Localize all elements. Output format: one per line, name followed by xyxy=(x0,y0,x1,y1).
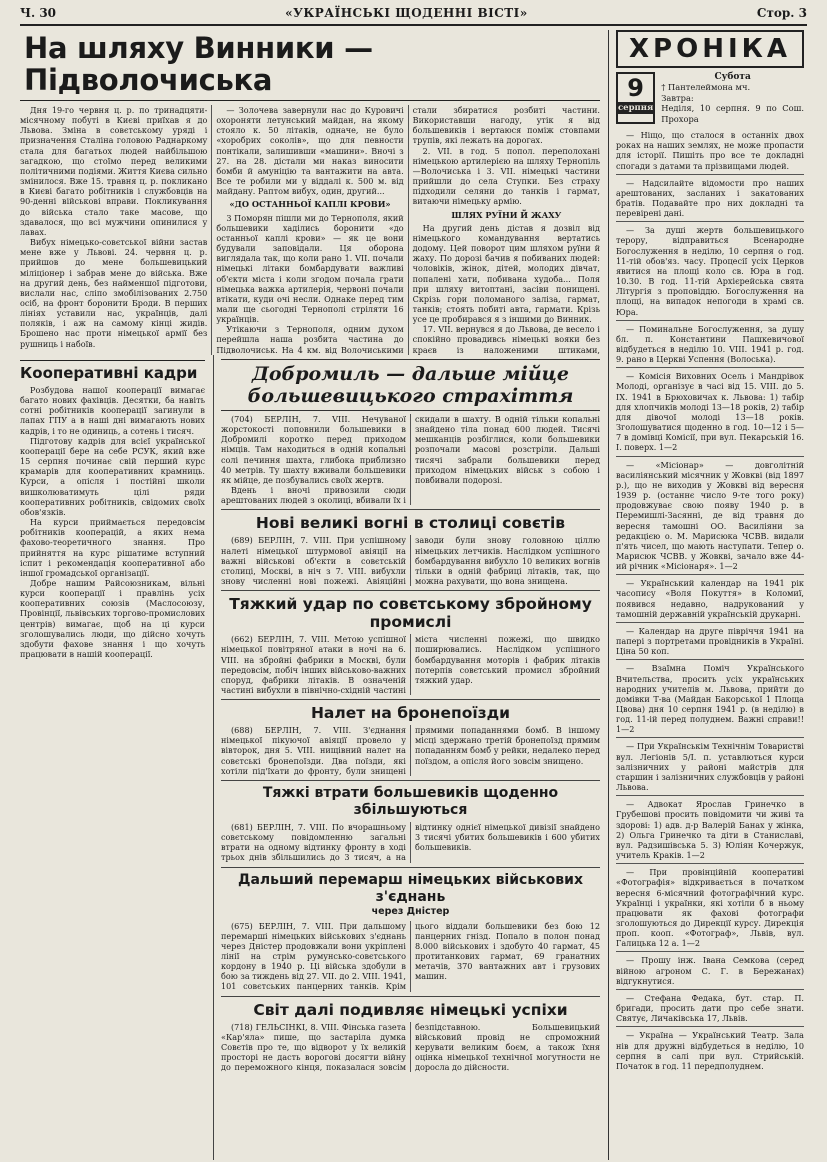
dobromyl-paragraph: Вдень і вночі привозили сюди арештованих людей з околиці, вбивали їх і скидали в шахту. В одній тільки копальні знайдено тіла понад 600 людей. Тисячі мешканців розбіглися, коли большевики розпочали масові розстріли. Дальші тисячі забрали большевики перед приходом німецьких військ з собою і повбивали подорозі. xyxy=(221,414,600,506)
page-grid xyxy=(20,30,807,1160)
chronicle-item xyxy=(616,799,804,860)
koop-paragraph: Добре нашим Райсоюзникам, вільні курси кооперації і правлінь усіх кооперативних союзів (Маслосоюзу, Провінції, львівських торгово-промислових центрів) вимагає, щоб на ці курси зголошувались люди, що дійсно хочуть здобути фахове знання і що хочуть працювати в нашій кооперації. xyxy=(20,577,205,660)
chronicle-item-text: — Україна — Український Театр. Зала нів для дружні відбудеться в неділю, 10 серпня в салі при вул. Стрийській. Початок в год. 11 передполуднем. xyxy=(616,1030,804,1071)
svit-title: Світ далі подивляє німецькі успіхи xyxy=(253,1000,568,1019)
saint-day: † Пантелеймона мч. xyxy=(661,82,751,93)
separator xyxy=(221,699,600,700)
separator xyxy=(616,863,804,864)
chronicle-item xyxy=(616,741,804,792)
koop-column xyxy=(20,355,205,1160)
separator xyxy=(221,996,600,997)
chronicle-item-text: — Прошу інж. Івана Семкова (серед війною агроном С. Г. в Бережанах) відгукнутися. xyxy=(616,955,804,986)
koop-paragraph: Розбудова нашої кооперації вимагає багато нових фахівців. Десятки, ба навіть сотні робітників кооперації загинули в лапах ГПУ а в наші дні вимагають нових кадрів, і то не одиниць, а сотень і тисяч. xyxy=(20,385,205,436)
chronicle-item xyxy=(616,867,804,948)
chronicle-item-text: — Взаїмна Поміч Українського Вчительства, просить усіх українських народних учителів м. Львова, прийти до домівки Т-ва (Майдан Бакорської 1 Площа Цвова) дня 10 серпня 1941 р. (в неділю) в год. 11-ій перед полуднем. Важні справи!! 1—2 xyxy=(616,663,804,735)
vynnyky-title: На шляху Винники — Підволочиська xyxy=(20,30,600,101)
vohni-paragraph: (689) БЕРЛІН, 7. VIII. При успішному налеті німецької штурмової авіяції на важні військові об'єкти в совєтській столиці, Москві, в ніч з 7. VIII. вибухли знову численні нові пожежі. Авіяційні заводи були знову головною ціллю німецьких летчиків. Наслідком успішного бомбардування вибухло 10 великих вогнів тільки в одній фабриці літаків, так, що можна рахувати, що вона знищена. xyxy=(221,535,600,587)
svit-article xyxy=(221,1022,600,1073)
tyazhkyi-article xyxy=(221,634,600,695)
nalet-article xyxy=(221,725,600,776)
peremarsh-article xyxy=(221,921,600,992)
vynnyky-paragraph: Вибух німецько-совєтської війни застав мене вже у Львові. 24. червня ц. р. прийшов до мене большевицький міліціонер і забрав мене до війська. Вже на другий день, без найменшої підготови, вислали нас, сліпо змобілізованих 2.750 осіб, на фронт боронити Броди. В перших лініях уставили нас, українців, далі поляків, і аж на самому кінці жидів. Брошено нас проти німецької армії без рушниць і набоїв. xyxy=(20,237,208,349)
peremarsh-title: Дальший перемарш німецьких військових з'єднань xyxy=(237,871,584,905)
lower-area xyxy=(20,355,600,1160)
chronicle-item xyxy=(616,225,804,316)
separator xyxy=(616,989,804,990)
vynnyky-paragraph: — Золочева завернули нас до Куровичі охороняти летунський майдан, на якому стояло к. 50 літаків, одначе, не було «хоробрих соколів», що для певности понтікали, залишивши «машини». Вночі з 27. на 28. дістали ми наказ виносити бомби й амуніцію та вантажити на авта. Все те робили ми у віддалі к. 500 м. від майдану. Раптом вибух, один, другий... xyxy=(216,105,404,197)
page-number-right: Стор. 3 xyxy=(756,6,807,20)
vynnyky-paragraph: 3 Поморян пішли ми до Тернополя, який большевики хаділись боронити «до останньої каплі крови» — як це вони будували заповідали. Ця оборона виглядала так, що коли рано 1. VII. почали німецькі літаки бомбардувати важливі об'єкти міста і коли згодом почала грати німецька важка артилерія, червоні почали втікати, куди очі несли. Однаке перед тим мали ще сьогодні Тернополі стріляти 16 українців. xyxy=(216,212,404,325)
dobromyl-paragraph: (704) БЕРЛІН, 7. VIII. Нечуваної жорстокості поповнили большевики в Добромилі коротко перед приходом німців. Там находиться в одній копальні солі печиння шахта, глибока приблизно 40 метрів. Ту шахту вживали большевики як мійце, де позбувались своїх жертв. xyxy=(221,414,406,485)
vtraty-article xyxy=(221,822,600,863)
separator xyxy=(221,780,600,781)
koop-title: Кооперативні кадри xyxy=(20,360,205,382)
dobromyl-article xyxy=(221,414,600,505)
peremarsh-paragraph: (675) БЕРЛІН, 7. VIII. При дальшому перемарші німецьких військових з'єднань через Дністер продовжали вони укріплені лінії на стрім румунсько-совєтського кордону в 1940 р. Ці війська здобули в бою за тиждень від 27. VII. до 2. VIII. 1941, 101 совєтських панцерних танків. Крім цього віддали большевики без бою 12 панцерних гнізд. Попало в полон понад 8.000 військових і здобуто 40 гармат, 45 протитанкових гармат, 69 гранатних метачів, 370 вантажних авт і грузових машин. xyxy=(221,920,600,992)
vynnyky-paragraph: Дня 19-го червня ц. р. по тринадцяти-місячному побуті в Києві приїхав я до Львова. Зміна в совєтському уряді і призначення Сталіна головою Раднаркому стала для багатьох людей найбільшою загадкою, що стоїмо перед великими політичними подіями. Життя Києва сильно змінилося. Вже 15. травня ц. р. покликано в Києві багато робітників і службовців на 90-денні військові вправи. Покликування до війська стало таке масове, що здавалося, що всі мужчини опинилися у лавах. xyxy=(20,105,208,237)
chronicle-item xyxy=(616,578,804,619)
vynnyky-paragraph: 17. VII. вернувся я до Львова, де весело і спокійно провадивсь німецькі вояки без краєв із наложеними штиками, xyxy=(412,324,600,355)
chronicle-item-text: — Надсилайте відомости про наших арештованих, засланих і закатованих братів. Подавайте про них докладні та перевірені дані. xyxy=(616,177,804,219)
koop-paragraph: На курси приймається передовсім робітників кооперацій, а яких нема фахово-теоретичного знання. Про прийняття на курс рішатиме вступний іспит і рекомендація кооперативної або іншої громадської організації. xyxy=(20,517,205,578)
news-columns xyxy=(213,355,600,1160)
separator xyxy=(616,174,804,175)
vynnyky-subhead: ШЛЯХ РУЇНИ Й ЖАХУ xyxy=(451,209,562,220)
separator xyxy=(221,867,600,868)
vynnyky-article xyxy=(20,105,600,355)
chronicle-item xyxy=(616,626,804,656)
date-box xyxy=(616,72,804,124)
page-number-left: Ч. 30 xyxy=(20,6,57,20)
chronicle-item xyxy=(616,178,804,219)
chronicle-item xyxy=(616,371,804,452)
separator xyxy=(616,951,804,952)
tomorrow-text: Неділя, 10 серпня. 9 по Сош. Прохора xyxy=(661,103,804,124)
tyazhkyi-paragraph: (662) БЕРЛІН, 7. VIII. Метою успішної німецької повітряної атаки в ночі на 6. VIII. на збройні фабрики в Москві, були передовсім, побіч інших військово-важних споруд, фабрики літаків. В означеній частині вибухли в північно-східній частині міста численні пожежі, що швидко поширювались. Наслідком успішного бомбардування моторів і фабрик літаків потерпів совєтський промисл збройний тяжкий удар. xyxy=(221,634,600,695)
separator xyxy=(616,622,804,623)
chronicle-item xyxy=(616,130,804,171)
chronicle-item-text: — Ніщо, що сталося в останніх двох роках на наших землях, не може пропасти для історії. Пишіть про все те докладні спогади з датами та прізвищами людей. xyxy=(616,130,804,171)
chronicle-item xyxy=(616,955,804,985)
vynnyky-subhead: «ДО ОСТАННЬОЇ КАПЛІ КРОВИ» xyxy=(229,199,391,210)
day-name: Субота xyxy=(714,72,751,82)
page-header xyxy=(20,6,807,26)
vynnyky-paragraph: 2. VII. в год. 5 попол. переполохані німецькою артилерією на шляху Тернопіль—Волочиська і 3. VII. німецькі частини прийшли до села Ступки. Без страху підходили селяни до танків і гармат, витаючи німецьку армію. xyxy=(412,145,600,207)
tyazhkyi-title: Тяжкий удар по совєтському збройному промислі xyxy=(229,595,592,632)
separator xyxy=(616,221,804,222)
separator xyxy=(616,659,804,660)
separator xyxy=(616,367,804,368)
chronicle-item xyxy=(616,324,804,365)
chronicle-item-text: — «Місіонар» — довголітній василіянський місячник у Жовкві (від 1897 р.), що не виходив у Жовкві від вересня 1939 р. (останнє число 9-те того року) продовжуває свою появу 1940 р. в Перемишлі-Засянні, де від травня до вересня тамошні ОО. Василіяни за редакцією о. М. Марисюка ЧСВВ. видали п'ять чисел, що мають наступати. Тепер о. Марисюк ЧСВВ. у Жовкві, зачало вже 44-ий річник «Місіонаря». 1—2 xyxy=(616,459,804,572)
koop-paragraph: Підготову кадрів для всієї української кооперації бере на себе РСУК, який вже 15 серпня починає свій перший курс крамарів для кооперативних крамниць. Курси, а опісля і постійні школи вишколюватимуть цілі ряди кооперативних робітників, свідомих своїх обов'язків. xyxy=(20,435,205,517)
date-number: 9 xyxy=(627,74,644,102)
main-area xyxy=(20,30,600,1160)
chronicle-item-text: — При провінційній кооперативі «Фотографія» відкривається в початком вересня 6-місячний фотографічний курс. Українці і українки, які хотіли б в ньому працювати як фахові фотографи зголошуються до Дирекції курсу. Дирекція проп. кооп. «Фотограф», Львів, вул. Галицька 12 а. 1—2 xyxy=(616,867,804,949)
chronicle-item-text: — Адвокат Ярослав Гринечко в Грубешові просить повідомити чи живі та здорові: 1) адв. д-р Валерій Банах у жінка, 2) Ольга Гринечко та діти в Станиславі, вул. Радзишівська 5. 3) Юліян Кочержук, учитель Краків. 1—2 xyxy=(616,799,804,861)
chronicle-heading: ХРОНІКА xyxy=(616,30,804,68)
chronicle-item-text: — Календар на друге півріччя 1941 на папері з портретами провідників в Україні. Ціна 50 коп. xyxy=(616,625,804,657)
separator xyxy=(616,1026,804,1027)
separator xyxy=(221,590,600,591)
separator xyxy=(616,456,804,457)
dobromyl-title: Добромиль — дальше мійце большевицького страхіття xyxy=(221,359,600,411)
separator xyxy=(616,320,804,321)
chronicle-column xyxy=(608,30,804,1160)
date-info xyxy=(661,72,804,124)
vtraty-paragraph: (681) БЕРЛІН, 7. VIII. По вчорашньому совєтському повідомленню загальні втрати на одному відтинку фронту в ході трьох днів збільшились до 3 тисяч, а на відтинку однієї німецької дивізії знайдено 3 тисячі убитих большевиків і 600 убитих большевиків. xyxy=(221,821,600,863)
vynnyky-paragraph: На другий день дістав я дозвіл від німецького командування вертатись додому. Цей поворот цим шляхом руїни й жаху. По дорозі бачив я побиваних людей: чоловіків, жінок, дітей, молодих дівчат, попалені хати, побивана худоба... Поля при шляху витоптані, засіви понищені. Скрізь гори поломаного заліза, гармат, танків; стоять побиті авта, гармати. Крізь усе це пробирався я з іншими до Винник. xyxy=(412,222,600,325)
chronicle-item-text: — За душі жертв большевицького терору, відправиться Всенародне Богослуження в неділю, 10 серпня о год. 11-тій обов'яз. часу. Процесії усіх Церков явитися на площі коло св. Юра в год. 10.30. В год. 11-тій Архієрейська свята Літургія з проповіддю. Богослуження на площі, на випадок непогоди в храмі св. Юра. xyxy=(616,225,804,317)
peremarsh-kicker: через Дністер xyxy=(371,905,450,917)
separator xyxy=(616,737,804,738)
nalet-paragraph: (688) БЕРЛІН, 7. VIII. З'єднання німецької пікуючої авіяції провело у вівторок, дня 5. VIII. нищівний налет на совєтські бронепоїзди. Два поїзди, які хотіли під'їхати до фронту, були знищені прямими попаданнями бомб. В іншому місці здержано третій бронепоїзд прямим попаданням бомб у рейки, недалеко перед поїздом, а опісля його зовсім знищено. xyxy=(221,725,600,776)
date-month: серпня xyxy=(618,103,654,113)
tomorrow-label: Завтра: xyxy=(661,92,694,103)
chronicle-item xyxy=(616,460,804,572)
chronicle-item-text: — При Українськім Технічнім Товаристві вул. Легіонів 5/І. п. уставлються курси залізничних у районі майстрів для старшин і залізничних службовців у районі Львова. xyxy=(616,741,804,793)
separator xyxy=(616,795,804,796)
separator xyxy=(221,509,600,510)
chronicle-item-text: — Поминальне Богослуження, за душу бл. п. Константини Пашкевичової відбудеться в неділю 10. VIII. 1941 р. год. 9. рано в Церкві Успення (Волоська). xyxy=(616,323,804,365)
svit-paragraph: (718) ГЕЛЬСІНКІ, 8. VIII. Фінська газета «Кар'яла» пише, що застаріла думка Совєтів про те, що відворот у їх великій просторі не дасть ворогові досягти війну до переможного кінця, показалася зовсім безпідставною. Большевицький військовий провід не спроможний керувати великим боєм, а також їхня оцінка німецької технічної могутности не доросла до дійсности. xyxy=(221,1021,600,1073)
chronicle-item-text: — Стефана Федака, бут. стар. П. бригади, просить дати про себе знати. Святує, Личаківська 17, Львів. xyxy=(616,992,804,1024)
chronicle-item xyxy=(616,993,804,1023)
chronicle-item-text: — Український календар на 1941 рік часопису «Воля Покуття» в Коломиї, появився недавно, надрукований у тамошній державній українській друкарні. xyxy=(616,578,804,619)
vohni-article xyxy=(221,535,600,586)
vohni-title: Нові великі вогні в столиці совєтів xyxy=(255,514,566,533)
chronicle-item-text: — Комісія Виховних Осель і Мандрівок Молоді, організує в часі від 15. VIII. до 5. IX. 1941 в Брюховичах к. Львова: 1) табір для хлопчиків молоді 13—18 років, 2) табір для дівочої молоді 13—18 років. Зголошуватися щоденно в год. 10—12 і 5—7 в домівці Комісії, при вул. Пекарській 16. І. поверх. 1—2 xyxy=(616,371,804,453)
date-badge xyxy=(616,72,655,124)
chronicle-item xyxy=(616,663,804,734)
paper-name: «УКРАЇНСЬКІ ЩОДЕННІ ВІСТІ» xyxy=(285,6,528,20)
chronicle-item xyxy=(616,1030,804,1071)
nalet-title: Налет на бронепоїзди xyxy=(310,704,511,723)
vtraty-title: Тяжкі втрати большевиків щоденно збільшуються xyxy=(262,784,559,818)
separator xyxy=(616,574,804,575)
vynnyky-paragraph: Утікаючи з Тернополя, одним духом перейшла наша розбита частина до Підволочиськ. На 4 км. від Волочиськими стали збиратися розбиті частини. Використавши нагоду, утік я від большевиків і вертаюся поміж стовпами трупів, які лежать на дорогах. xyxy=(216,105,600,355)
